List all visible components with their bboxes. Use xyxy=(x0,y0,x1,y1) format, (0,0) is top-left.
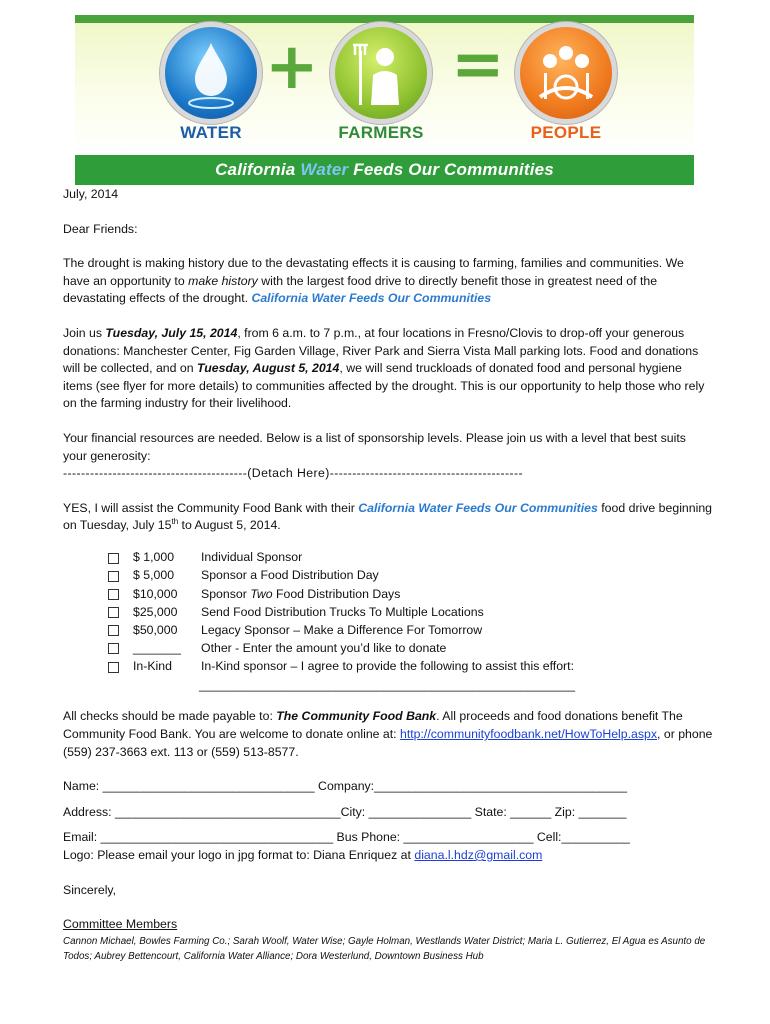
plus-sign: + xyxy=(265,30,319,104)
water-label: WATER xyxy=(180,123,242,142)
tagline-strip xyxy=(75,155,694,185)
checkbox-1000[interactable] xyxy=(108,553,119,564)
detach-line: -----------------------------------------(Detach Here)------------------------------------------- xyxy=(63,466,523,481)
paragraph-yes: YES, I will assist the Community Food Bank with their California Water Feeds Our Communities food drive beginning on Tuesday, July 15th to August 5, 2014. xyxy=(63,500,713,533)
water-drop-icon xyxy=(165,27,257,119)
logo-email-link[interactable]: diana.l.hdz@gmail.com xyxy=(414,847,543,862)
equals-sign: = xyxy=(451,28,505,102)
level-row: _______ Other - Enter the amount you’d like to donate xyxy=(108,640,713,658)
form-email-phone[interactable]: Email: __________________________________ Bus Phone: ___________________ Cell:__________ xyxy=(63,830,630,845)
committee-title: Committee Members xyxy=(63,917,178,932)
level-row: $ 5,000 Sponsor a Food Distribution Day xyxy=(108,567,713,585)
closing: Sincerely, xyxy=(63,882,117,897)
campaign-name: California Water Feeds Our Communities xyxy=(251,291,492,306)
sponsorship-levels xyxy=(108,549,713,695)
paragraph-join: Join us Tuesday, July 15, 2014, from 6 a.m. to 7 p.m., at four locations in Fresno/Clovis to drop-off your generous donations: Manchester Center, Fig Garden Village, River Park and Sierra Vista Mall parking lots. Food and donations will be collected, and on Tuesday, August 5, 2014, we will send truckloads of donated food and personal hygiene items (see flyer for more details) to communities affected by the drought. This is our opportunity to help those who rely on the farming industry for their livelihood. xyxy=(63,325,705,411)
farmer-icon xyxy=(335,27,427,119)
letter-date: July, 2014 xyxy=(63,187,119,201)
checkbox-inkind[interactable] xyxy=(108,662,119,673)
level-row: $25,000 Send Food Distribution Trucks To Multiple Locations xyxy=(108,603,713,621)
inkind-line[interactable]: _______________________________________________________ xyxy=(199,677,576,692)
letter-body xyxy=(63,186,713,964)
checkbox-50000[interactable] xyxy=(108,625,119,636)
form-address[interactable]: Address: _________________________________City: _______________ State: ______ Zip: _______ xyxy=(63,804,627,819)
checkbox-5000[interactable] xyxy=(108,571,119,582)
people-label: PEOPLE xyxy=(530,123,602,142)
people-icon xyxy=(520,27,612,119)
logo-instructions: Logo: Please email your logo in jpg format to: Diana Enriquez at diana.l.hdz@gmail.com xyxy=(63,847,543,862)
committee-members: Cannon Michael, Bowles Farming Co.; Sarah Woolf, Water Wise; Gayle Holman, Westlands Water District; Maria L. Gutierrez, El Agua es Asunto de Todos; Aubrey Bettencourt, California Water Alliance; Dora Westerlund, Downtown Business Hub xyxy=(63,935,706,962)
paragraph-checks: All checks should be made payable to: The Community Food Bank. All proceeds and food donations benefit The Community Food Bank. You are welcome to donate online at: http://communityfoodbank.net/HowToHelp.aspx, or phone (559) 237-3663 ext. 113 or (559) 513-8577. xyxy=(63,709,713,759)
level-row: $10,000 Sponsor Two Food Distribution Days xyxy=(108,585,713,603)
paragraph-financial: Your financial resources are needed. Below is a list of sponsorship levels. Please join us with a level that best suits your generosity: xyxy=(63,430,686,463)
donate-link[interactable]: http://communityfoodbank.net/HowToHelp.aspx xyxy=(400,727,658,741)
level-row: $50,000 Legacy Sponsor – Make a Difference For Tomorrow xyxy=(108,622,713,640)
level-row: In-Kind In-Kind sponsor – I agree to provide the following to assist this effort: xyxy=(108,658,713,676)
banner-top-line xyxy=(75,15,694,23)
header-banner xyxy=(75,15,694,185)
greeting: Dear Friends: xyxy=(63,221,138,236)
checkbox-10000[interactable] xyxy=(108,589,119,600)
level-row: $ 1,000 Individual Sponsor xyxy=(108,549,713,567)
tagline: California Water Feeds Our Communities xyxy=(215,160,554,179)
paragraph-drought: The drought is making history due to the devastating effects it is causing to farming, families and communities. We have an opportunity to make history with the largest food drive to directly benefit those in greatest need of the devastating effects of the drought. California Water Feeds Our Communities xyxy=(63,256,684,306)
form-name-company[interactable]: Name: _______________________________ Company:_____________________________________ xyxy=(63,779,628,794)
farmers-label: FARMERS xyxy=(338,123,424,142)
checkbox-other[interactable] xyxy=(108,643,119,654)
checkbox-25000[interactable] xyxy=(108,607,119,618)
